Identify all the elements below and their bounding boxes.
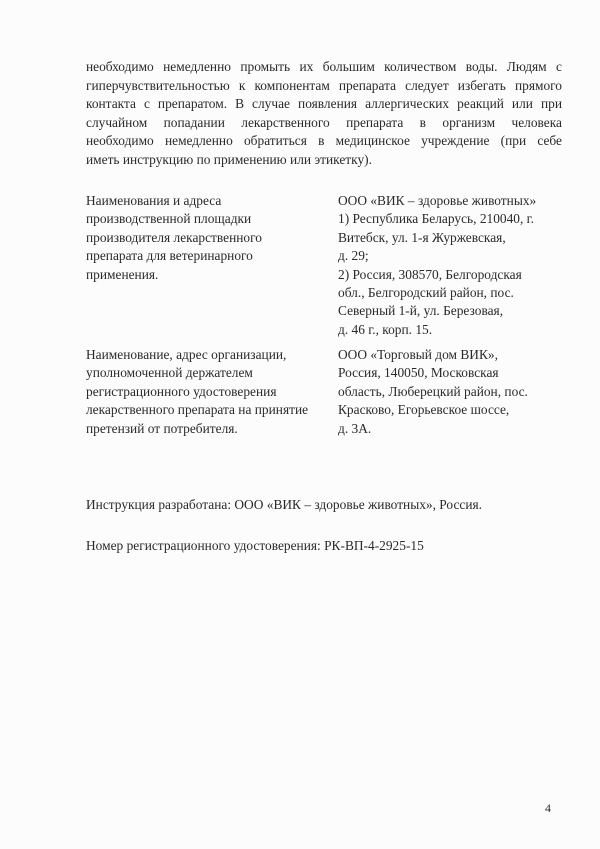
holder-label-line: лекарственного препарата на принятие (86, 402, 309, 418)
holder-value-line: д. 3А. (338, 420, 372, 436)
holder-value-line: Россия, 140050, Московская (338, 365, 499, 381)
intro-line: необходимо немедленно промыть их большим количеством воды. Людям с (86, 59, 562, 74)
manufacturer-label-line: препарата для ветеринарного (86, 248, 253, 264)
holder-label-line: претензий от потребителя. (86, 420, 238, 436)
intro-line: случайном попадании лекарственного препарата в организм человека (86, 114, 562, 130)
manufacturer-value-line: Северный 1-й, ул. Березовая, (338, 303, 504, 319)
holder-value-line: область, Люберецкий район, пос. (338, 383, 528, 399)
manufacturer-value-line: обл., Белгородский район, пос. (338, 285, 514, 301)
holder-value-line: Красково, Егорьевское шоссе, (338, 402, 510, 418)
manufacturer-label-line: производителя лекарственного (86, 229, 262, 245)
holder-label-line: регистрационного удостоверения (86, 383, 277, 399)
intro-line: контакта с препаратом. В случае появления аллергических реакций или при (86, 96, 562, 112)
manufacturer-value (338, 192, 578, 339)
manufacturer-value-line: 2) Россия, 308570, Белгородская (338, 266, 522, 282)
manufacturer-value-line: д. 29; (338, 248, 369, 264)
intro-line: иметь инструкцию по применению или этикетку). (86, 151, 372, 167)
manufacturer-value-line: Витебск, ул. 1-я Журжевская, (338, 229, 506, 245)
manufacturer-value-line: 1) Республика Беларусь, 210040, г. (338, 211, 535, 227)
manufacturer-value-line: ООО «ВИК – здоровье животных» (338, 193, 537, 208)
holder-label-line: Наименование, адрес организации, (86, 347, 287, 362)
manufacturer-label-line: Наименования и адреса (86, 193, 222, 208)
intro-paragraph (86, 58, 562, 170)
registration-number: Номер регистрационного удостоверения: РК-ВП-4-2925-15 (86, 538, 424, 553)
holder-value (338, 346, 578, 438)
intro-line: необходимо немедленно обратиться в медицинское учреждение (при себе (86, 133, 562, 149)
holder-value-line: ООО «Торговый дом ВИК», (338, 347, 498, 362)
manufacturer-value-line: д. 46 г., корп. 15. (338, 321, 433, 337)
manufacturer-label-line: применения. (86, 266, 159, 282)
holder-label-line: уполномоченной держателем (86, 365, 253, 381)
page-number: 4 (545, 801, 551, 815)
holder-label (86, 346, 316, 438)
manufacturer-label (86, 192, 316, 284)
developed-by: Инструкция разработана: ООО «ВИК – здоровье животных», Россия. (86, 497, 483, 512)
manufacturer-label-line: производственной площадки (86, 211, 252, 227)
intro-line: гиперчувствительностью к компонентам препарата следует избегать прямого (86, 77, 562, 93)
